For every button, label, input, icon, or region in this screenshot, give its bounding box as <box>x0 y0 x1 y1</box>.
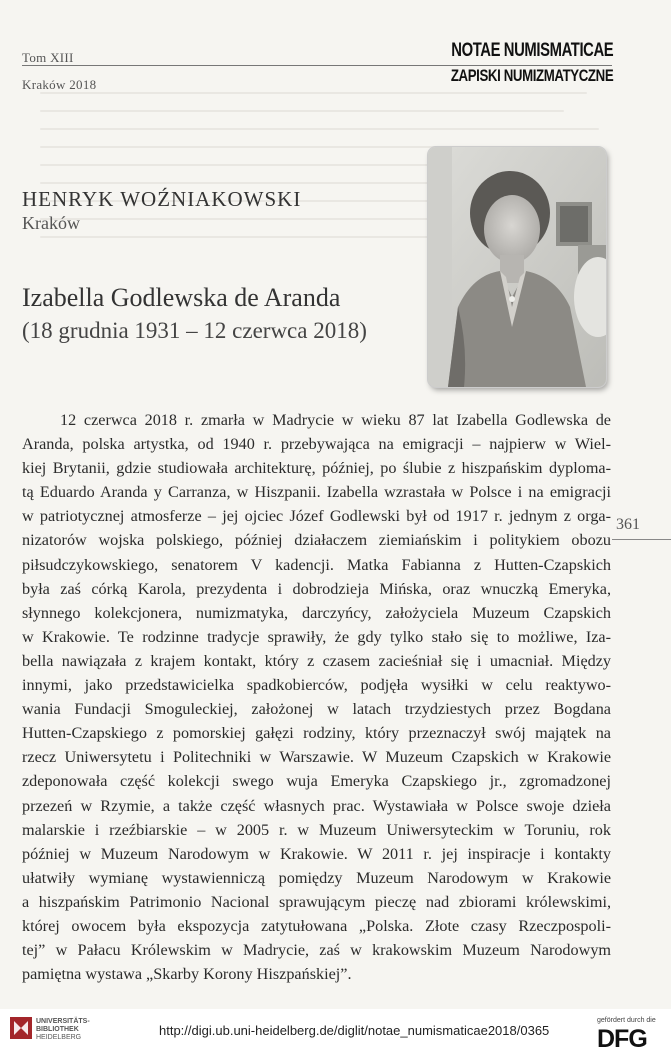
body-line: zdeponowała część kolekcji swego wuja Emeryka Czapskiego jr., zgromadzonej <box>22 772 611 791</box>
author-name: HENRYK WOŹNIAKOWSKI <box>22 187 302 211</box>
journal-title-polish: ZAPISKI NUMIZMATYCZNE <box>450 66 613 85</box>
body-line: w patriotycznej atmosferze – jej ojciec Józef Godlewski był od 1917 r. jednym z orga- <box>22 507 611 526</box>
body-line: pamiętna wystawa „Skarby Korony Hiszpańskiej”. <box>22 965 352 984</box>
running-header-left <box>22 44 96 98</box>
body-line: nizatorów wojska polskiego, później działaczem ziemiańskim i politykiem obozu <box>22 531 611 550</box>
body-line: innymi, jako przedstawicielka spadkobierców, podjęła wysiłki w celu reaktywo- <box>22 676 611 695</box>
portrait-photo <box>428 147 606 387</box>
article-title: Izabella Godlewska de Aranda <box>22 283 341 312</box>
journal-title-latin: NOTAE NUMISMATICAE <box>450 40 613 61</box>
body-line: tej” w Pałacu Królewskim w Madrycie, zaś w krakowskim Muzeum Narodowym <box>22 941 611 960</box>
body-line: kiej Brytanii, gdzie studiowała architekturę, później, po ślubie z hiszpańskim dyploma- <box>22 459 611 478</box>
body-line: bella nawiązała z krajem kontakt, który z czasem zacieśniał się i umacniał. Między <box>22 651 611 670</box>
article-body <box>22 408 611 986</box>
place-year-label: Kraków 2018 <box>22 77 97 92</box>
dfg-logo: DFG <box>597 1025 647 1053</box>
body-line: wania Fundacji Smoguleckiej, założonej w latach trzydziestych przez Bogdana <box>22 700 611 719</box>
body-line: piłsudczykowskiego, senatorem V kadencji. Matka Fabianna z Hutten-Czapskich <box>22 555 611 574</box>
body-line: rzecz Uniwersytetu i Politechniki w Warszawie. W Muzeum Czapskich w Krakowie <box>22 748 611 767</box>
body-line: a hiszpańskim Patrimonio Nacional sprawującym pieczę nad zbiorami królewskimi, <box>22 892 611 911</box>
digital-copy-link[interactable]: http://digi.ub.uni-heidelberg.de/diglit/notae_numismaticae2018/0365 <box>159 1023 550 1038</box>
funded-by-caption: gefördert durch die <box>597 1017 656 1024</box>
body-line: słynnego kolekcjonera, numizmatyka, darczyńcy, założyciela Muzeum Czapskich <box>22 603 611 622</box>
journal-title <box>405 40 613 86</box>
body-line: ułatwiły wymianę wystawienniczą pomiędzy Muzeum Narodowym w Krakowie <box>22 868 611 887</box>
university-library-logo-icon <box>10 1017 32 1039</box>
body-line: której owocem była ekspozycja zatytułowana „Polska. Złote czasy Rzeczpospoli- <box>22 916 611 935</box>
university-library-name: UNIVERSITÄTS- BIBLIOTHEK HEIDELBERG <box>36 1018 90 1041</box>
body-line: tą Eduardo Aranda y Carranza, w Hiszpanii. Izabella wzrastała w Polsce i na emigracji <box>22 483 611 502</box>
author-city: Kraków <box>22 213 80 233</box>
page-number-rule <box>612 539 671 540</box>
body-line: Hutten-Czapskiego z pomorskiej gałęzi rodziny, który przeznaczył swój majątek na <box>22 724 611 743</box>
body-line: malarskie i rzeźbiarskie – w 2005 r. w Muzeum Uniwersyteckim w Toruniu, rok <box>22 820 611 839</box>
body-line: 12 czerwca 2018 r. zmarła w Madrycie w wieku 87 lat Izabella Godlewska de <box>60 411 611 429</box>
body-line: później w Muzeum Narodowym w Krakowie. W 2011 r. jej inspiracje i kontakty <box>22 844 611 863</box>
body-line: Aranda, polska artystka, od 1940 r. przebywająca na emigracji – najpierw w Wiel- <box>22 435 611 454</box>
body-line: w Krakowie. Te rodzinne tradycje sprawiły, że gdy tylko stało się to możliwe, Iza- <box>22 627 611 646</box>
body-line: przezeń w Rzymie, a także część własnych prac. Wystawiała w Polsce swoje dzieła <box>22 796 611 815</box>
page-number: 361 <box>616 516 640 533</box>
volume-label: Tom XIII <box>22 50 74 65</box>
portrait-image <box>428 147 606 387</box>
article-dates: (18 grudnia 1931 – 12 czerwca 2018) <box>22 318 367 343</box>
body-line: była zaś córką Karola, prezydenta i dobrodzieja Mińska, oraz wnuczką Emeryka, <box>22 579 611 598</box>
